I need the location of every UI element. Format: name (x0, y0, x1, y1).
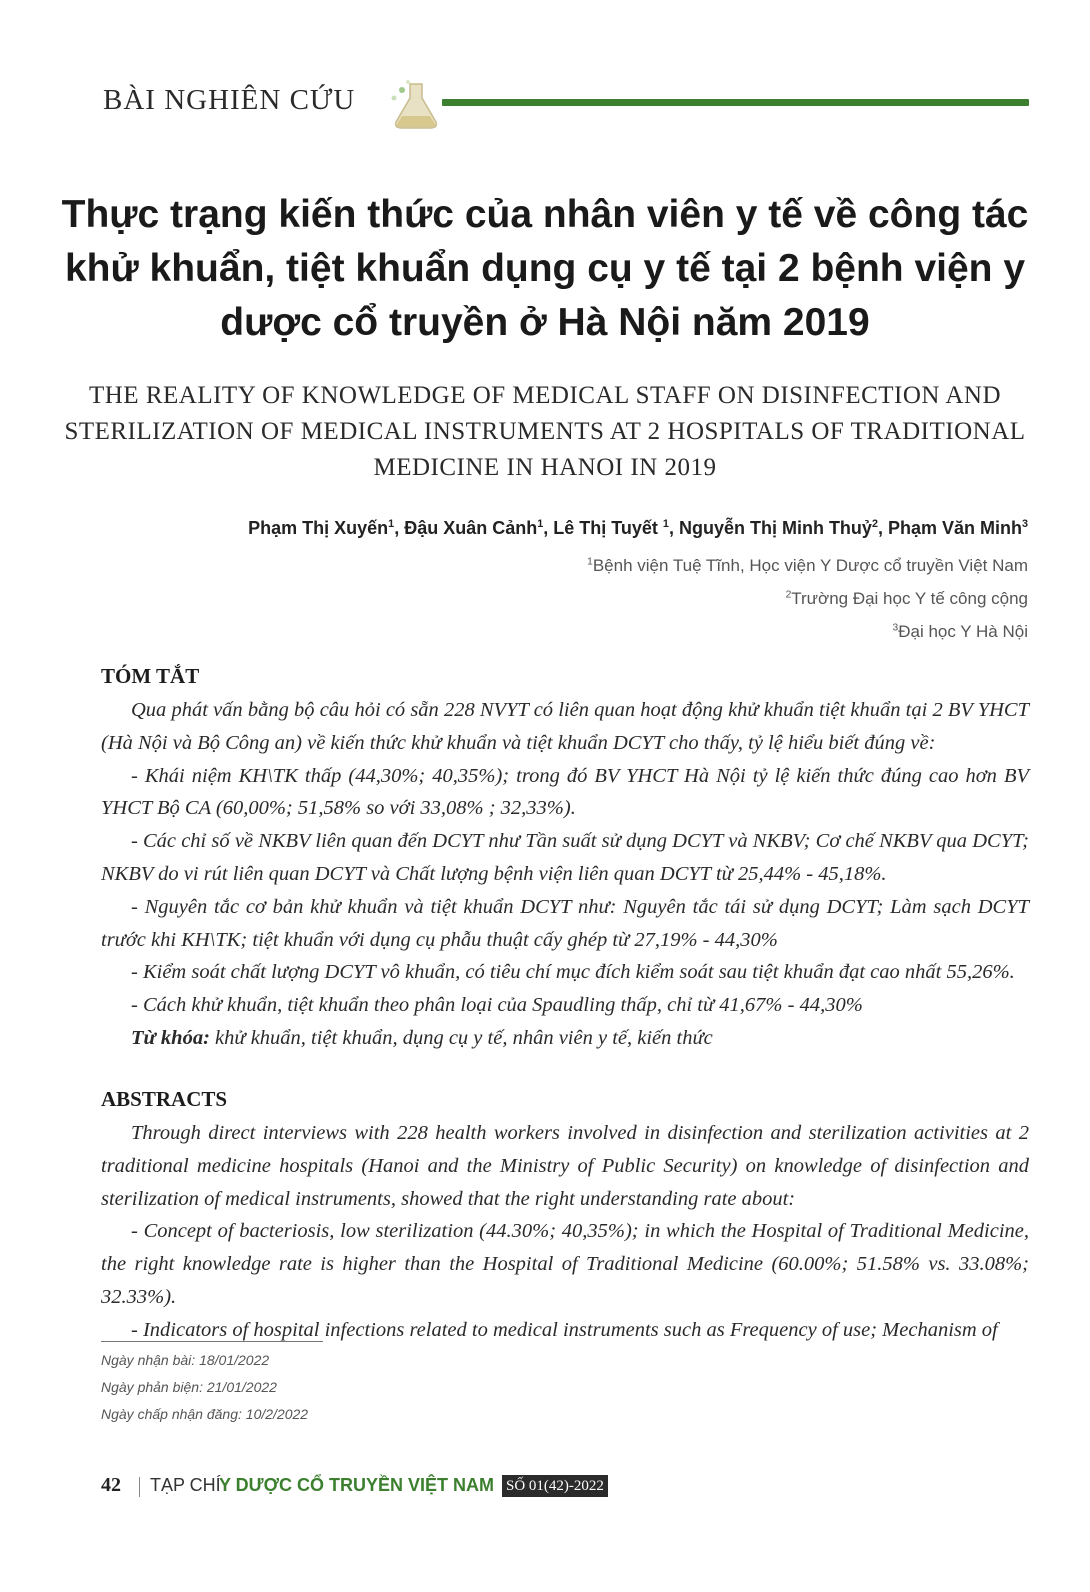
journal-prefix: TẠP CHÍ (150, 1475, 221, 1495)
author-affil-mark: 3 (1021, 518, 1028, 530)
affiliation: $^1$Bệnh viện Tuệ Tĩnh, Học viện Y Dược cổ truyền Việt Nam (587, 556, 1028, 575)
author-affil-mark: 2 (871, 518, 878, 530)
summary-paragraph: - Nguyên tắc cơ bản khử khuẩn và tiệt khuẩn DCYT như: Nguyên tắc tái sử dụng DCYT; Làm sạch DCYT trước khi KH\TK; tiệt khuẩn với dụng cụ phẫu thuật cấy ghép từ 27,19% - 44,30% (101, 895, 1029, 951)
date-received: Ngày nhận bài: 18/01/2022 (101, 1352, 270, 1368)
keywords-line (101, 1022, 1029, 1055)
keywords-label: Từ khóa: (131, 1026, 210, 1049)
page-number: 42 (101, 1474, 121, 1496)
author-list: Phạm Thị Xuyến$^1$, Đậu Xuân Cảnh$^1$, Lê Thị Tuyết $^1$, Nguyễn Thị Minh Thuỷ$^2$, Phạm Văn Minh$^3$ (248, 518, 1028, 538)
title-english: THE REALITY OF KNOWLEDGE OF MEDICAL STAFF ON DISINFECTION AND STERILIZATION OF MEDICAL INSTRUMENTS AT 2 HOSPITALS OF TRADITIONAL MEDICINE IN HANOI IN 2019 (64, 382, 1026, 481)
date-accepted: Ngày chấp nhận đăng: 10/2/2022 (101, 1406, 309, 1422)
author-name: Nguyễn Thị Minh Thuỷ (678, 518, 872, 538)
issue-badge: SỐ 01(42)-2022 (502, 1475, 608, 1497)
footnote-rule (101, 1341, 323, 1342)
author-affil-mark: 1 (537, 518, 544, 530)
summary-paragraph: Qua phát vấn bằng bộ câu hỏi có sẵn 228 NVYT có liên quan hoạt động khử khuẩn tiệt khuẩn tại 2 BV YHCT (Hà Nội và Bộ Công an) về kiến thức khử khuẩn và tiệt khuẩn DCYT cho thấy, tỷ lệ hiểu biết đúng về: (101, 699, 1029, 754)
author-affil-mark: 1 (388, 518, 395, 530)
affiliation: $^3$Đại học Y Hà Nội (892, 622, 1028, 641)
summary-paragraph: - Kiểm soát chất lượng DCYT vô khuẩn, có tiêu chí mục đích kiểm soát sau tiệt khuẩn đạt cao nhất 55,26%. (131, 961, 1015, 984)
affiliation: $^2$Trường Đại học Y tế công cộng (785, 589, 1028, 608)
abstract-paragraph: - Concept of bacteriosis, low sterilization (44.30%; 40,35%); in which the Hospital of Traditional Medicine, the right knowledge rate is higher than the Hospital of Traditional Medicine (60.00%; 51.58% vs. 33.08%; 32.33%). (101, 1220, 1029, 1308)
summary-paragraph: - Khái niệm KH\TK thấp (44,30%; 40,35%); trong đó BV YHCT Hà Nội tỷ lệ kiến thức đúng cao hơn BV YHCT Bộ CA (60,00%; 51,58% so với 33,08% ; 32,33%). (101, 764, 1029, 820)
author-name: Phạm Văn Minh (887, 518, 1022, 538)
author-name: Lê Thị Tuyết (553, 518, 663, 538)
author-affil-mark: 1 (662, 518, 669, 530)
summary-body (101, 694, 1029, 1055)
summary-heading: TÓM TẮT (101, 664, 200, 688)
author-name: Phạm Thị Xuyến (248, 518, 389, 538)
title-vietnamese: Thực trạng kiến thức của nhân viên y tế về công tác khử khuẩn, tiệt khuẩn dụng cụ y tế tại 2 bệnh viện y dược cổ truyền ở Hà Nội năm 2019 (61, 193, 1029, 344)
author-name: Đậu Xuân Cảnh (404, 518, 538, 538)
journal-name: Y DƯỢC CỔ TRUYỀN VIỆT NAM (219, 1475, 494, 1495)
abstract-paragraph: Through direct interviews with 228 health workers involved in disinfection and sterilization activities at 2 traditional medicine hospitals (Hanoi and the Ministry of Public Security) on knowledge of disinfection and sterilization of medical instruments, showed that the right understanding rate about: (101, 1122, 1029, 1210)
flask-icon (380, 76, 442, 130)
footer-separator (139, 1477, 140, 1497)
abstract-body (101, 1117, 1029, 1347)
header-rule (442, 99, 1029, 106)
keywords-text: khử khuẩn, tiệt khuẩn, dụng cụ y tế, nhân viên y tế, kiến thức (209, 1026, 713, 1049)
date-reviewed: Ngày phản biện: 21/01/2022 (101, 1379, 277, 1395)
summary-paragraph: - Các chỉ số về NKBV liên quan đến DCYT như Tần suất sử dụng DCYT và NKBV; Cơ chế NKBV qua DCYT; NKBV do vi rút liên quan DCYT và Chất lượng bệnh viện liên quan DCYT từ 25,44% - 45,18%. (101, 830, 1029, 885)
section-label: BÀI NGHIÊN CỨU (103, 84, 356, 116)
abstract-heading: ABSTRACTS (101, 1087, 228, 1111)
summary-paragraph: - Cách khử khuẩn, tiệt khuẩn theo phân loại của Spaudling thấp, chỉ từ 41,67% - 44,30% (131, 994, 863, 1017)
abstract-paragraph: - Indicators of hospital infections related to medical instruments such as Frequency of use; Mechanism of (131, 1318, 998, 1341)
